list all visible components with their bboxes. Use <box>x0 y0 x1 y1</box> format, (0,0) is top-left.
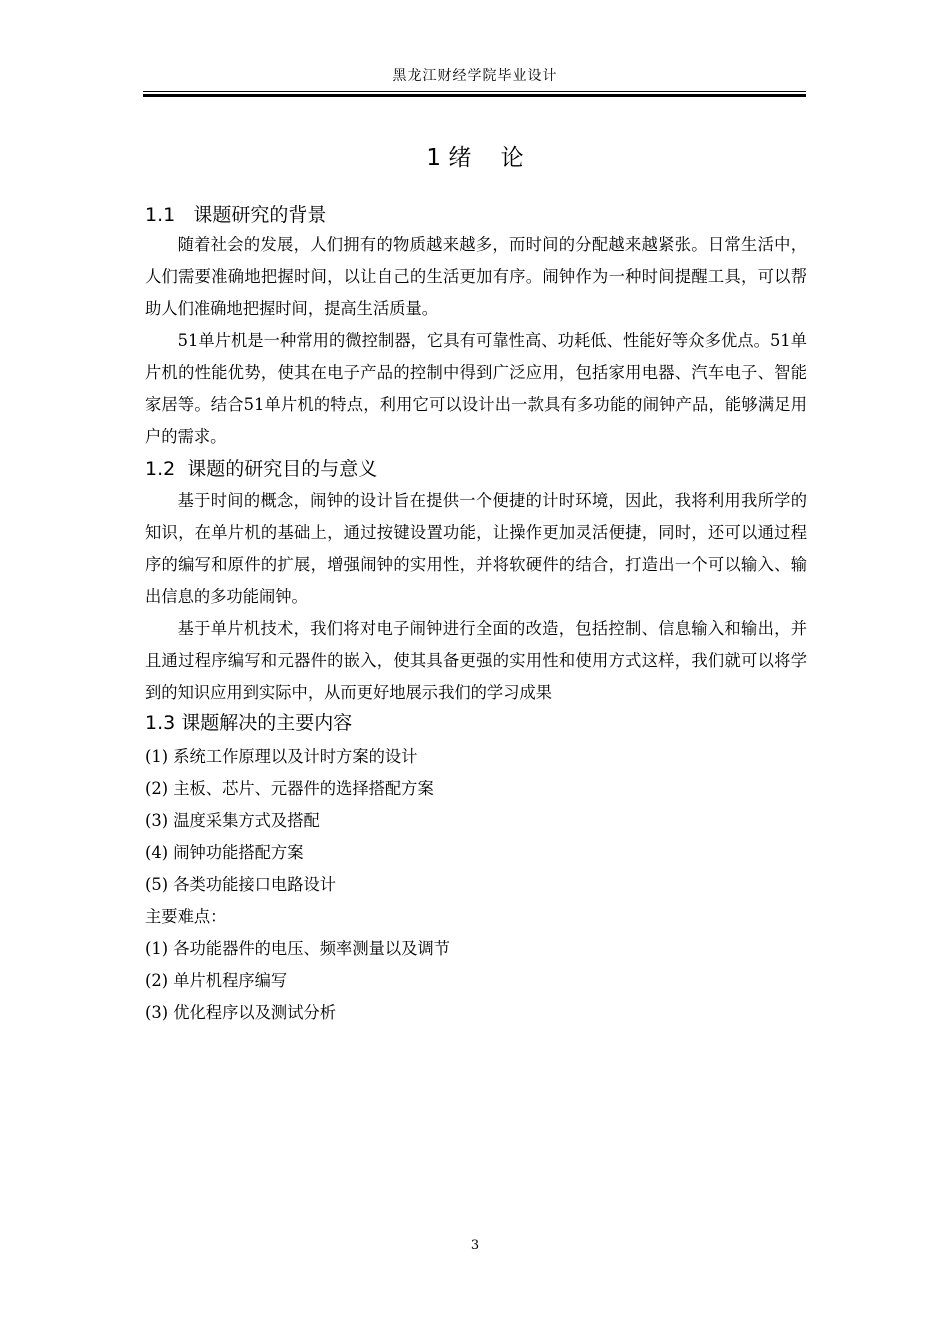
difficulty-item: (3) 优化程序以及测试分析 <box>145 1003 337 1022</box>
list-item: (3) 温度采集方式及搭配 <box>145 811 320 830</box>
page-number: 3 <box>470 1238 480 1253</box>
paragraph-background-2: 51单片机是一种常用的微控制器，它具有可靠性高、功耗低、性能好等众多优点。51单片机的性能优势，使其在电子产品的控制中得到广泛应用，包括家用电器、汽车电子、智能家居等。结合51单片机的特点，利用它可以设计出一款具有多功能的闹钟产品，能够满足用户的需求。 <box>145 331 807 446</box>
difficulties-label: 主要难点： <box>145 907 227 926</box>
paragraph-purpose-1: 基于时间的概念，闹钟的设计旨在提供一个便捷的计时环境，因此，我将利用我所学的知识，在单片机的基础上，通过按键设置功能，让操作更加灵活便捷，同时，还可以通过程序的编写和原件的扩展，增强闹钟的实用性，并将软硬件的结合，打造出一个可以输入、输出信息的多功能闹钟。 <box>145 491 807 606</box>
running-header: 黑龙江财经学院毕业设计 <box>392 68 558 84</box>
list-item: (4) 闹钟功能搭配方案 <box>145 843 304 862</box>
header-rule-thin <box>143 91 806 92</box>
list-item: (1) 系统工作原理以及计时方案的设计 <box>145 747 418 766</box>
paragraph-purpose-2: 基于单片机技术，我们将对电子闹钟进行全面的改造，包括控制、信息输入和输出，并且通过程序编写和元器件的嵌入，使其具备更强的实用性和使用方式这样，我们就可以将学到的知识应用到实际中，从而更好地展示我们的学习成果 <box>145 619 807 702</box>
section-heading-1-1: 1.1 课题研究的背景 <box>145 204 327 226</box>
section-heading-1-3: 1.3 课题解决的主要内容 <box>145 712 353 734</box>
difficulty-item: (2) 单片机程序编写 <box>145 971 288 990</box>
list-item: (5) 各类功能接口电路设计 <box>145 875 337 894</box>
paragraph-background-1: 随着社会的发展，人们拥有的物质越来越多，而时间的分配越来越紧张。日常生活中，人们需要准确地把握时间，以让自己的生活更加有序。闹钟作为一种时间提醒工具，可以帮助人们准确地把握时间，提高生活质量。 <box>145 235 807 318</box>
chapter-title: 1 绪 论 <box>426 145 524 171</box>
difficulty-item: (1) 各功能器件的电压、频率测量以及调节 <box>145 939 451 958</box>
header-rule-thick <box>143 94 806 97</box>
section-heading-1-2: 1.2 课题的研究目的与意义 <box>145 458 378 480</box>
list-item: (2) 主板、芯片、元器件的选择搭配方案 <box>145 779 434 798</box>
